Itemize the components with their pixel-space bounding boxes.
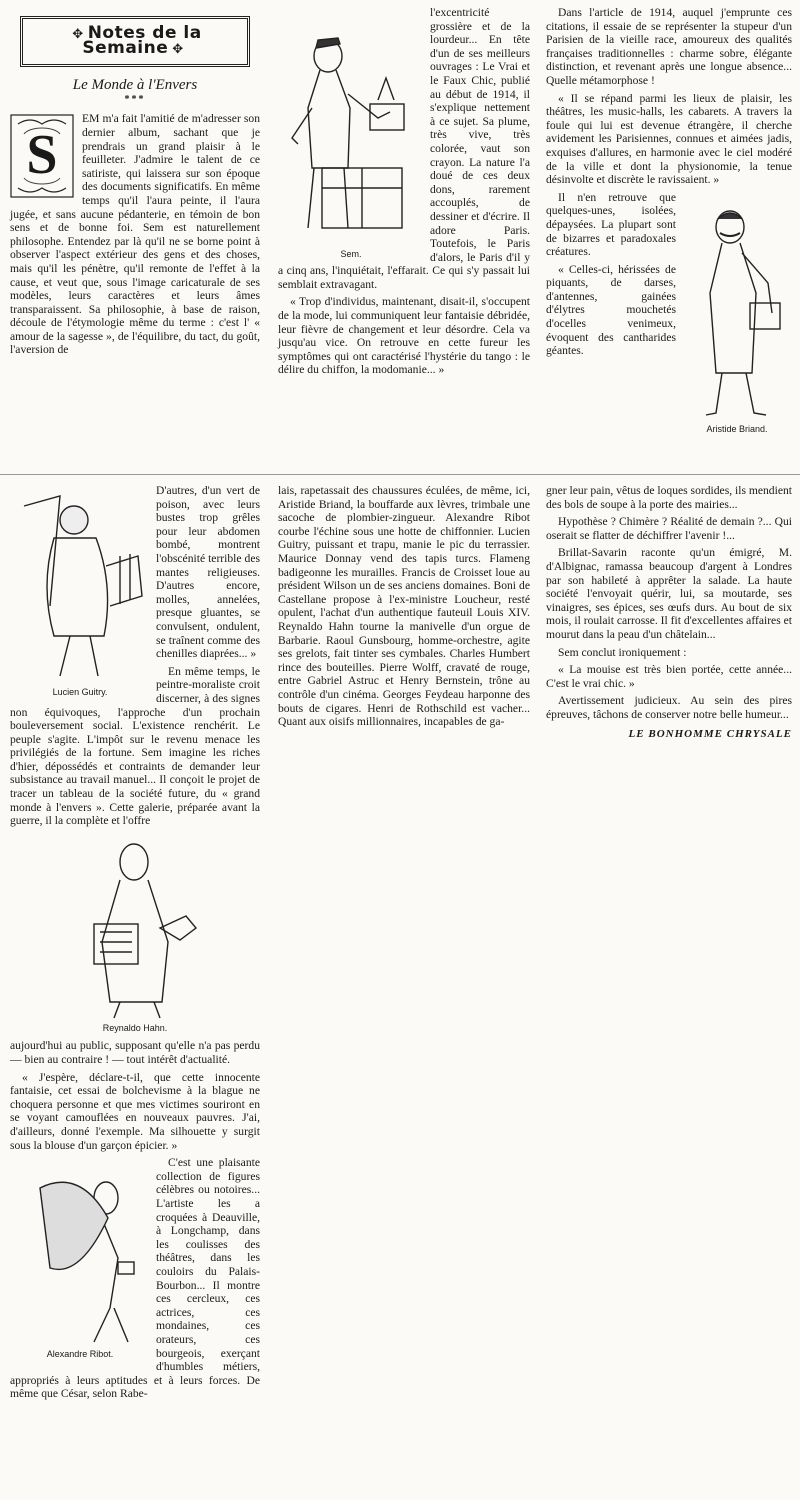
signature: LE BONHOMME CHRYSALE [628, 727, 792, 740]
paragraph: D'autres, d'un vert de poison, avec leurs bustes trop grêles pour leur abdomen bombé, montrent l'obscénité terrible des mantes religieuses. D'autres encore, molles, annelées, presque gluantes, se convulsent, ondulent, se traînent comme des chenilles diaprées... » [156, 484, 260, 661]
section-title: Notes de la Semaine [82, 23, 202, 58]
paragraph: En même temps, le peintre-moraliste croit discerner, à des signes non équivoques, l'approche d'un prochain bouleversement social. L'existence renchérit. Le peuple s'agite. L'impôt sur le revenu menace les privilégiés de la fortune. Sem imagine les riches d'hier, dépossédés et contraints de demander leur subsistance au travail manuel... Il conçoit le projet de tracer un tableau de la société future, du « grand monde à l'envers ». Cette galerie, préparée avant la guerre, il la complète et l'offre [10, 664, 260, 828]
figure-caption: Alexandre Ribot. [46, 1349, 114, 1360]
figure-caption: Lucien Guitry. [52, 687, 108, 697]
figure-guitry [10, 486, 150, 700]
ornament-icon: ✥ [72, 27, 84, 42]
figure-sem [278, 8, 424, 262]
article-title: Le Monde à l'Envers [72, 77, 198, 94]
column-5 [278, 484, 530, 733]
paragraph: « Celles-ci, hérissées de piquants, de darses, d'antennes, gainées d'élytres mouchetés d'ocelles venimeux, évoquent des cantharides géantes. [546, 262, 676, 358]
stars-divider: *** [124, 93, 146, 105]
paragraph: Hypothèse ? Chimère ? Réalité de demain ?... Qui oserait se flatter de déchiffrer l'avenir !... [546, 515, 792, 542]
figure-caption: Sem. [340, 249, 362, 259]
paragraph: « Il se répand parmi les lieux de plaisir, les théâtres, les music-halls, les cabarets. A travers la foule qui lui est devenue étrangère, il cherche avidement les Parisiennes, connues et aimées jadis, exquises d'allures, en harmonie avec le ciel modéré de la ville et dont la physionomie, la tenue désinvolte et discrète le ravissaient. » [546, 91, 792, 187]
section-divider [0, 474, 800, 475]
figure-caption: Aristide Briand. [706, 423, 768, 434]
dropcap-letter: S [26, 124, 58, 187]
paragraph: gner leur pain, vêtus de loques sordides, ils mendient des bols de soupe à la porte des mairies... [546, 484, 792, 511]
paragraph: l'excentricité grossière et de la lourdeur... En tête d'un de ses meilleurs ouvrages : Le Vrai et le Faux Chic, publié au début de 1914, il s'explique nettement à ce sujet. Sa plume, très vive, très colorée, vaut son crayon. La nature l'a doué de ces deux dons, rarement accouplés, de dessiner et d'écrire. Il adore Paris. Toutefois, le Paris d'alors, le Paris d'il y a cinq ans, l'inquiétait, l'effarait. Ce qui s'y passait lui semblait extravagant. [278, 6, 530, 291]
paragraph: « Trop d'individus, maintenant, disait-il, s'occupent de la mode, lui communiquent leur fantaisie débridée, leur fièvre de changement et leur désordre. Cela va jusqu'au vice. On retrouve en cette fureur les symptômes qui ont caractérisé l'hystérie du tango : le délire du chiffon, la modomanie... » [278, 295, 530, 377]
column-6 [546, 484, 792, 741]
paragraph: Avertissement judicieux. Au sein des pires épreuves, tâchons de conserver notre belle humeur... [546, 694, 792, 721]
guitry-illustration [10, 486, 150, 686]
sem-illustration [278, 8, 424, 248]
dropcap-ornament [10, 114, 74, 198]
paragraph: Dans l'article de 1914, auquel j'emprunte ces citations, il essaie de se représenter la stupeur d'un Parisien de la vieille race, amoureux des qualités françaises traditionnelles : charme sobre, élégante distinction, et revenant après une longue absence... Quelle métamorphose ! [546, 6, 792, 87]
column-4 [10, 484, 260, 1405]
paragraph: Il n'en retrouve que quelques-unes, isolées, dépaysées. La plupart sont de bizarres et paradoxales créatures. [546, 190, 676, 259]
figure-hahn [10, 832, 260, 1036]
briand-illustration [682, 193, 792, 423]
paragraph: EM m'a fait l'amitié de m'adresser son dernier album, sachant que je prendrais un grand plaisir à le feuilleter. J'admire le talent de ce satiriste, qui laissera sur son époque des documents significatifs. En même temps qu'il l'aura peinte, il l'aura jugée, et sans aucune pédanterie, en témoin de bon sens et de bonne foi. Sem est naturellement philosophe. Entendez par là qu'il ne se borne point à observer l'aspect extérieur des gens et des choses, mais qu'il les pénètre, qu'il remonte de l'effet à la cause, et veut que, sous l'image caricaturale de ses modèles, leurs caractères et leurs âmes transparaissent. Sa philosophie, à base de raison, découle de l'étymologie même du terme : c'est l' « amour de la sagesse », de l'équilibre, du tact, du goût, l'aversion de [10, 112, 260, 357]
ribot-illustration [10, 1158, 150, 1348]
figure-briand [682, 193, 792, 437]
section-title-box [20, 16, 250, 67]
paragraph: Brillat-Savarin raconte qu'un émigré, M. d'Albignac, ramassa beaucoup d'argent à Londres par son habileté à apprêter la salade. La haute société l'envoyait quérir, lui, sa moutarde, ses vinaigres, ses épices, ses œufs durs. Au bout de six mois, il roulait carrosse. Il fit d'excellentes affaires et mourut dans la peau d'un châtelain... [546, 546, 792, 641]
figure-ribot [10, 1158, 150, 1362]
paragraph: C'est une plaisante collection de figures célèbres ou notoires... L'artiste les a croquées à Deauville, à Longchamp, dans les coulisses des théâtres, dans les couloirs du Palais-Bourbon... Il montre ces cercleux, ces actrices, ces mondaines, ces orateurs, ces bourgeois, exerçant d'humbles métiers, appropriés à leurs aptitudes et à leurs forces. De même que César, selon Rabe- [10, 1156, 260, 1401]
paragraph: aujourd'hui au public, supposant qu'elle n'a pas perdu — bien au contraire ! — tout intérêt d'actualité. [10, 1039, 260, 1067]
column-2 [278, 6, 530, 381]
column-3 [546, 6, 792, 438]
hahn-illustration [10, 832, 260, 1022]
figure-caption: Reynaldo Hahn. [102, 1022, 168, 1033]
paragraph: « La mouise est très bien portée, cette année... C'est le vrai chic. » [546, 663, 792, 690]
ornament-icon: ✥ [172, 41, 184, 57]
column-1 [10, 10, 260, 361]
paragraph: Sem conclut ironiquement : [558, 645, 687, 659]
paragraph: lais, rapetassait des chaussures éculées, de même, ici, Aristide Briand, la bouffarde aux lèvres, trimbale une sacoche de plombier-zingueur. Alexandre Ribot courbe l'échine sous une hotte de chiffonnier. Lucien Guitry, puissant et trapu, manie le pic du terrassier. Maurice Donnay vend des tapis turcs. Flameng badigeonne les murailles. Francis de Croisset loue au président Wilson un de ses anciens domaines. Boni de Castellane propose à l'ex-ministre Loucheur, resté opulent, l'achat d'un authentique fauteuil Louis XIV. Reynaldo Hahn tourne la manivelle d'un orgue de Barbarie. Raoul Gunsbourg, homme-orchestre, agite ses grelots, fait tinter ses cymbales. Charles Humbert rince des bouteilles. Pierre Wolff, cravaté de rouge, entre Gabriel Astruc et Henry Bernstein, trône au contrôle d'un cinéma. Georges Feydeau harponne des bouts de cigares. Henri de Rothschild est vacher... Quant aux oisifs millionnaires, incapables de ga- [278, 484, 530, 729]
paragraph: « J'espère, déclare-t-il, que cette innocente fantaisie, cet essai de bolchevisme à la blague ne choquera personne et que mes victimes souriront en se voyant camouflées en nouveaux pauvres. J'ai, d'ailleurs, donné l'exemple. Ma silhouette y surgit sous la blouse d'un garçon épicier. » [10, 1070, 260, 1152]
